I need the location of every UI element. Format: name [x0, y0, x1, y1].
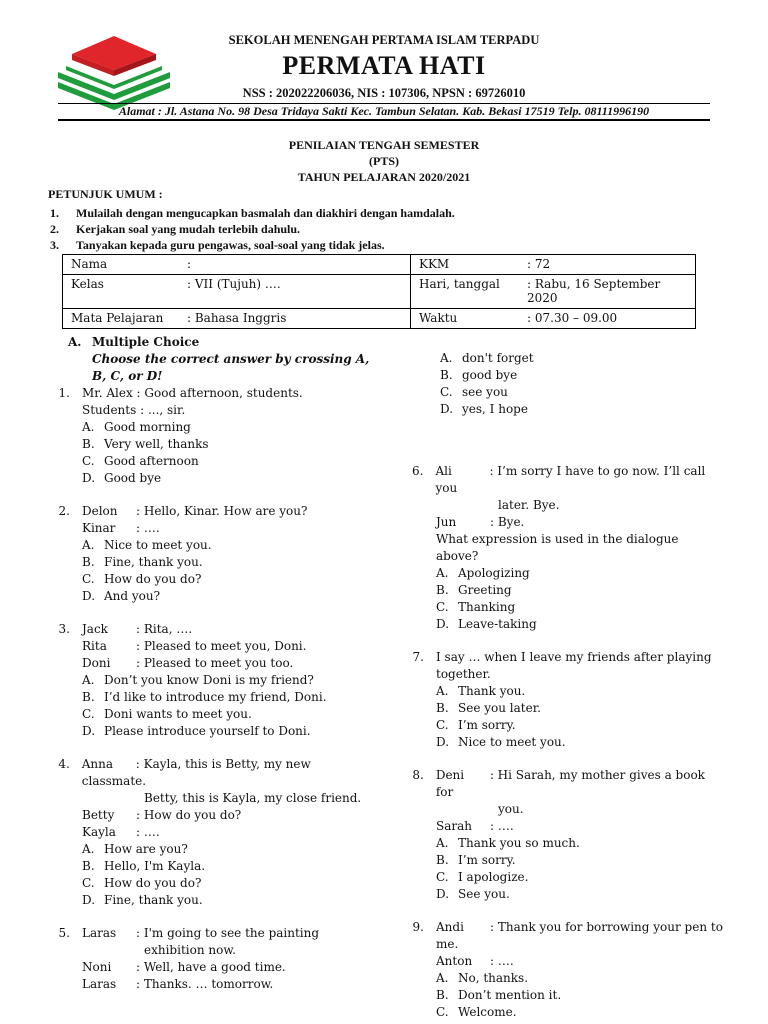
exam-title-line-1: PENILAIAN TENGAH SEMESTER	[288, 138, 480, 152]
option-a[interactable]: A. Apologizing	[436, 566, 530, 580]
option-a[interactable]: A. No, thanks.	[436, 971, 529, 985]
section-instruction: Choose the correct answer by crossing A, B, C, or D!	[92, 352, 370, 383]
waktu-label: Waktu	[419, 311, 458, 325]
instructions-list	[48, 205, 728, 253]
questions-left-column	[46, 334, 376, 993]
option-c[interactable]: C. How do you do?	[82, 572, 202, 586]
option-c[interactable]: C. Welcome.	[436, 1005, 517, 1019]
option-c[interactable]: C. I apologize.	[436, 870, 529, 884]
option-d[interactable]: D. Please introduce yourself to Doni.	[82, 724, 311, 738]
exam-title-line-2: (PTS)	[369, 154, 399, 168]
instructions-heading: PETUNJUK UMUM :	[48, 187, 163, 201]
kelas-value: : VII (Tujuh) ….	[187, 277, 281, 291]
header-rule-thick	[58, 119, 710, 121]
question-5: 5. Laras : I'm going to see the painting exhibition now. Noni : Well, have a good time. Laras : Thanks. … tomorrow.	[58, 926, 320, 991]
question-3: 3. Jack : Rita, …. Rita : Pleased to meet you, Doni. Doni : Pleased to meet you too. A. Don’t you know Doni is my friend? B. I’d like to introduce my friend, Doni. C. Doni wants to meet you. D. Please introduce yourself to Doni.	[58, 622, 327, 738]
option-b[interactable]: B. Don’t mention it.	[436, 988, 562, 1002]
option-a[interactable]: A. Don’t you know Doni is my friend?	[82, 673, 314, 687]
exam-title	[180, 137, 588, 185]
option-c[interactable]: C. see you	[440, 385, 508, 399]
option-b[interactable]: B. Hello, I'm Kayla.	[82, 859, 206, 873]
option-d[interactable]: D. See you.	[436, 887, 510, 901]
question-8: 8. Deni : Hi Sarah, my mother gives a book for you. Sarah : …. A. Thank you so much. B. I’m sorry. C. I apologize. D. See you.	[412, 768, 705, 901]
option-b[interactable]: B. I’d like to introduce my friend, Doni.	[82, 690, 327, 704]
option-a[interactable]: A. Good morning	[82, 420, 191, 434]
mapel-value: : Bahasa Inggris	[187, 311, 287, 325]
option-d[interactable]: D. Good bye	[82, 471, 162, 485]
option-d[interactable]: D. Fine, thank you.	[82, 893, 203, 907]
option-d[interactable]: D. And you?	[82, 589, 161, 603]
section-heading: A. Multiple Choice	[68, 335, 200, 349]
mapel-label: Mata Pelajaran	[71, 311, 164, 325]
option-d[interactable]: D. yes, I hope	[440, 402, 528, 416]
option-a[interactable]: A. Nice to meet you.	[82, 538, 212, 552]
nama-label: Nama	[71, 257, 108, 271]
option-d[interactable]: D. Leave-taking	[436, 617, 537, 631]
option-a[interactable]: A. How are you?	[82, 842, 188, 856]
option-b[interactable]: B. I’m sorry.	[436, 853, 516, 867]
nama-value[interactable]: :	[187, 257, 192, 271]
waktu-value: : 07.30 – 09.00	[527, 311, 618, 325]
option-d[interactable]: D. Nice to meet you.	[436, 735, 566, 749]
kkm-label: KKM	[419, 257, 450, 271]
school-name: PERMATA HATI	[282, 51, 486, 80]
option-c[interactable]: C. Thanking	[436, 600, 516, 614]
option-a[interactable]: A. Thank you.	[436, 684, 526, 698]
option-c[interactable]: C. How do you do?	[82, 876, 202, 890]
option-b[interactable]: B. Fine, thank you.	[82, 555, 203, 569]
question-2: 2. Delon : Hello, Kinar. How are you? Kinar : …. A. Nice to meet you. B. Fine, thank you. C. How do you do? D. And you?	[58, 504, 308, 603]
question-6: 6. Ali : I’m sorry I have to go now. I’ll call you later. Bye. Jun : Bye. What expression is used in the dialogue above? A. Apologizing B. Greeting C. Thanking D. Leave-taking	[412, 464, 706, 631]
option-a[interactable]: A. don't forget	[440, 351, 534, 365]
student-info-table	[62, 254, 696, 329]
option-c[interactable]: C. I’m sorry.	[436, 718, 516, 732]
option-c[interactable]: C. Good afternoon	[82, 454, 199, 468]
kkm-value: : 72	[527, 257, 551, 271]
hari-label: Hari, tanggal	[419, 277, 500, 291]
hari-value: : Rabu, 16 September 2020	[527, 277, 661, 305]
school-type: SEKOLAH MENENGAH PERTAMA ISLAM TERPADU	[228, 33, 540, 47]
questions-right-column	[400, 350, 724, 1021]
question-9: 9. Andi : Thank you for borrowing your pen to me. Anton : …. A. No, thanks. B. Don’t mention it. C. Welcome.	[412, 920, 723, 1019]
option-a[interactable]: A. Thank you so much.	[436, 836, 580, 850]
school-ids: NSS : 202022206036, NIS : 107306, NPSN : 69726010	[242, 86, 526, 100]
instruction-item: 3. Tanyakan kepada guru pengawas, soal-soal yang tidak jelas.	[50, 238, 385, 252]
option-b[interactable]: B. good bye	[440, 368, 518, 382]
school-address: Alamat : Jl. Astana No. 98 Desa Tridaya Sakti Kec. Tambun Selatan. Kab. Bekasi 17519 Telp. 08111996190	[118, 104, 650, 118]
instruction-item: 2. Kerjakan soal yang mudah terlebih dahulu.	[50, 222, 301, 236]
option-b[interactable]: B. Very well, thanks	[82, 437, 209, 451]
question-1: 1. Mr. Alex : Good afternoon, students. Students : ..., sir. A. Good morning B. Very well, thanks C. Good afternoon D. Good bye	[58, 386, 303, 485]
question-4: 4. Anna : Kayla, this is Betty, my new classmate. Betty, this is Kayla, my close friend. Betty : How do you do? Kayla : …. A. How are you? B. Hello, I'm Kayla. C. How do you do? D. Fine, thank you.	[58, 757, 362, 907]
logo-red-layer	[72, 36, 156, 70]
kelas-label: Kelas	[71, 277, 104, 291]
exam-title-line-3: TAHUN PELAJARAN 2020/2021	[297, 170, 471, 184]
question-5-options	[400, 350, 724, 418]
option-b[interactable]: B. Greeting	[436, 583, 512, 597]
instruction-item: 1. Mulailah dengan mengucapkan basmalah dan diakhiri dengan hamdalah.	[50, 206, 455, 220]
question-7: 7. I say … when I leave my friends after playing together. A. Thank you. B. See you later. C. I’m sorry. D. Nice to meet you.	[412, 650, 712, 749]
option-b[interactable]: B. See you later.	[436, 701, 541, 715]
option-c[interactable]: C. Doni wants to meet you.	[82, 707, 252, 721]
